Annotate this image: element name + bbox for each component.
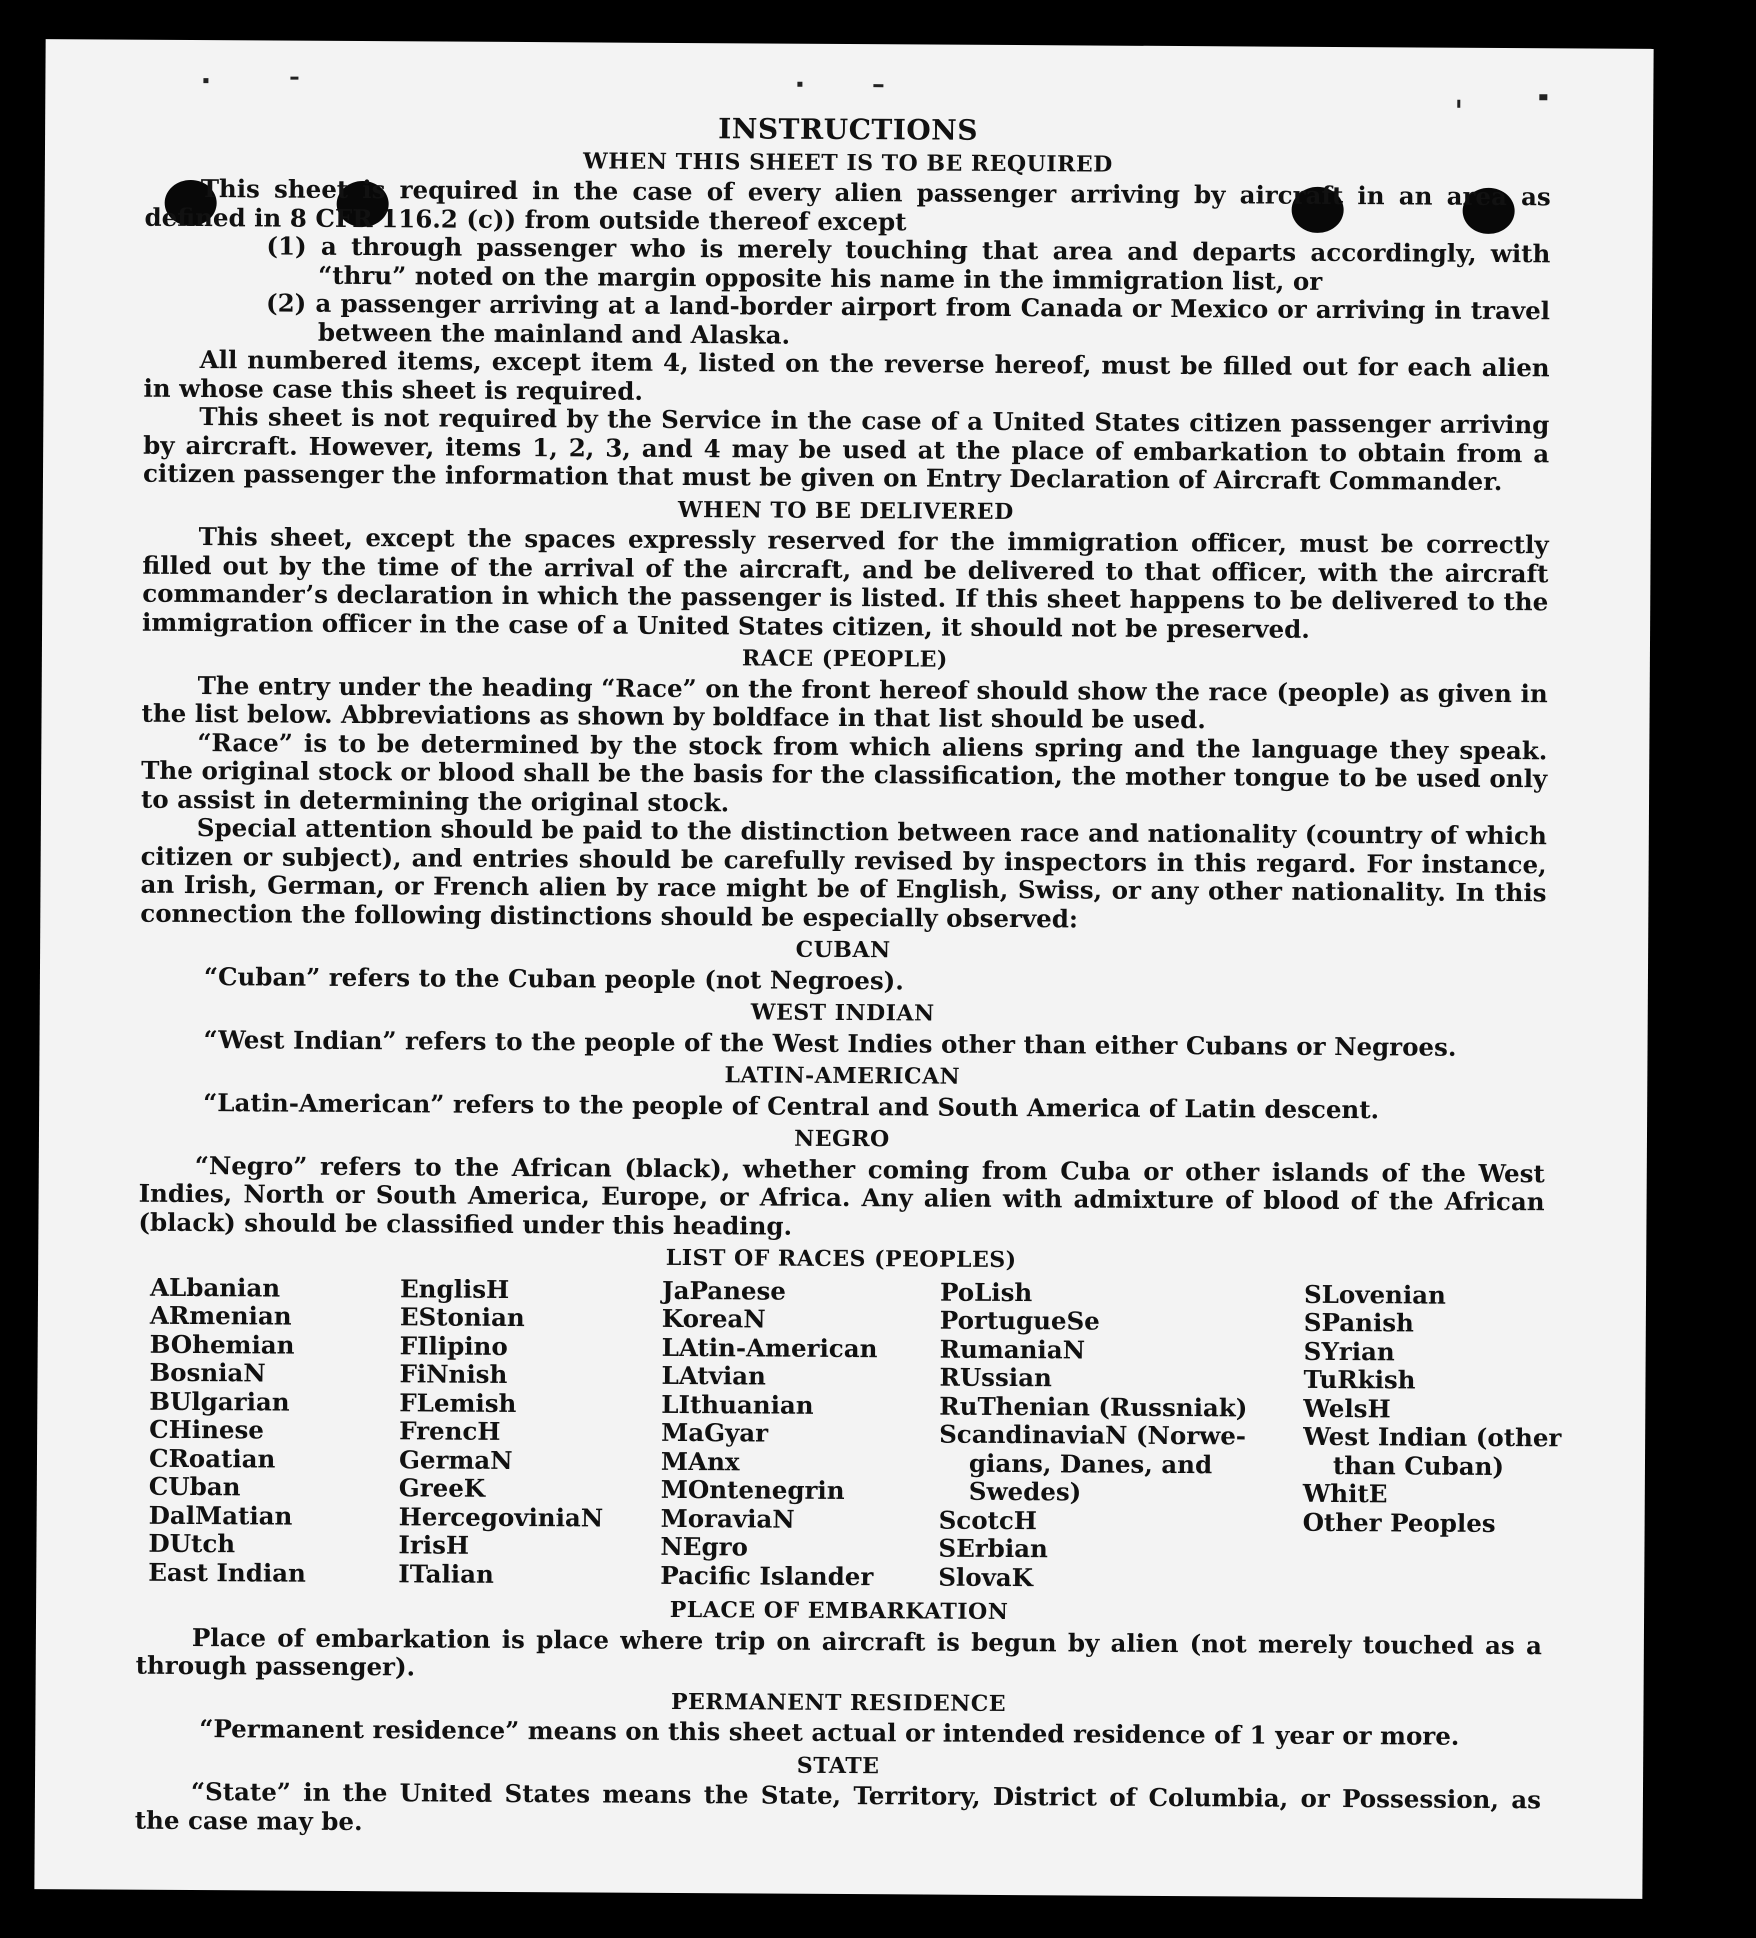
speck (797, 82, 802, 87)
race-item: KoreaN (661, 1303, 766, 1334)
race-item: IrisH (398, 1530, 470, 1560)
paragraph: “Cuban” refers to the Cuban people (not Negroes). (203, 961, 904, 995)
section-heading: RACE (PEOPLE) (741, 645, 948, 673)
race-item: CRoatian (148, 1443, 276, 1474)
races-column (1302, 1279, 1562, 1595)
paragraph: “Negro” refers to the African (black), whether coming from Cuba or other islands of the West Indies, North or South America, Europe, or Africa. Any alien with admixture of blood of the African (black) should be classified under this heading. (138, 1150, 1545, 1241)
race-item: ITalian (398, 1558, 494, 1589)
race-item: GermaN (398, 1444, 513, 1475)
race-item: Other Peoples (1302, 1507, 1496, 1538)
section-heading: WEST INDIAN (750, 999, 935, 1027)
race-item: East Indian (148, 1557, 306, 1588)
paragraph: Place of embarkation is place where trip on aircraft is begun by alien (not merely touched as a through passenger). (135, 1622, 1542, 1682)
speck (1539, 94, 1547, 100)
race-item: PortugueSe (939, 1305, 1100, 1336)
race-item: EStonian (399, 1302, 525, 1333)
race-item: ScandinaviaN (Norwe- (939, 1419, 1247, 1451)
paragraph: “Latin-American” refers to the people of Central and South America of Latin descent. (203, 1087, 1380, 1124)
race-item: SPanish (1303, 1307, 1414, 1338)
races-column (938, 1278, 1304, 1594)
race-item: ScotcH (938, 1505, 1038, 1535)
race-item: FLemish (399, 1387, 517, 1418)
race-item: ALbanian (149, 1272, 281, 1303)
paragraph: “Permanent residence” means on this sheet actual or intended residence of 1 year or more. (199, 1714, 1460, 1751)
section-heading: STATE (796, 1752, 880, 1779)
race-item: West Indian (other (1303, 1421, 1562, 1453)
race-item: FIlipino (399, 1330, 508, 1361)
race-item: EnglisH (399, 1273, 510, 1304)
race-item: than Cuban) (1332, 1450, 1505, 1481)
paragraph: This sheet, except the spaces expressly reserved for the immigration officer, must be correctly filled out by the time of the arrival of the aircraft, and be delivered to that officer, with the aircraft commander’s declaration in which the passenger is listed. If this sheet happens to be delivered to the immigration officer in the case of a United States citizen, it should not be preserved. (142, 522, 1549, 644)
race-item: CUban (148, 1471, 241, 1502)
section-heading: LIST OF RACES (PEOPLES) (665, 1244, 1017, 1274)
race-item: JaPanese (661, 1275, 787, 1306)
race-item: MoraviaN (660, 1503, 795, 1534)
section-heading: WHEN TO BE DELIVERED (677, 496, 1014, 525)
race-item: LIthuanian (661, 1389, 814, 1420)
race-item: BOhemian (149, 1329, 295, 1360)
race-item: Swedes) (968, 1476, 1082, 1507)
race-item: Pacific Islander (660, 1560, 874, 1591)
section-heading: LATIN-AMERICAN (724, 1062, 961, 1090)
list-item: (2) a passenger arriving at a land-border airport from Canada or Mexico or arriving in travel between the mainland and Alaska. (265, 288, 1551, 350)
instructions-body (134, 112, 1562, 1844)
speck (873, 84, 883, 87)
speck (290, 77, 298, 80)
section-heading: PERMANENT RESIDENCE (670, 1688, 1007, 1717)
race-item: RUssian (939, 1362, 1052, 1393)
paragraph: “State” in the United States means the State, Territory, District of Columbia, or Possession, as the case may be. (134, 1777, 1542, 1836)
list-item: (1) a through passenger who is merely touching that area and departs accordingly, with “thru” noted on the margin opposite his name in the immigration list, or (266, 231, 1551, 296)
race-item: SYrian (1303, 1336, 1395, 1366)
paragraph: This sheet is not required by the Service in the case of a United States citizen passenger arriving by aircraft. However, items 1, 2, 3, and 4 may be used at the place of embarkation to obtain from a citizen passenger the information that must be given on Entry Declaration of Aircraft Commander. (142, 402, 1550, 497)
race-item: MAnx (660, 1446, 740, 1476)
race-item: LAtin-American (661, 1332, 878, 1363)
race-item: SlovaK (938, 1562, 1034, 1592)
race-item: GreeK (398, 1473, 486, 1503)
paragraph: “Race” is to be determined by the stock from which aliens spring and the language they speak. The original stock or blood shall be the basis for the classification, the mother tongue to be used only to assist in determining the original stock. (140, 727, 1548, 817)
races-column (148, 1273, 400, 1588)
section-heading: CUBAN (795, 936, 891, 964)
document-sheet (34, 39, 1653, 1899)
race-item: HercegoviniaN (398, 1501, 604, 1533)
race-item: BUlgarian (149, 1386, 290, 1417)
race-item: gians, Danes, and (968, 1448, 1213, 1479)
race-item: BosniaN (149, 1357, 266, 1388)
page-title: INSTRUCTIONS (718, 112, 979, 147)
section-heading: WHEN THIS SHEET IS TO BE REQUIRED (583, 147, 1113, 178)
race-item: WelsH (1303, 1393, 1391, 1423)
race-item: LAtvian (661, 1360, 766, 1391)
paragraph: All numbered items, except item 4, listed on the reverse hereof, must be filled out for each alien in whose case this sheet is required. (143, 345, 1550, 406)
paragraph: This sheet is required in the case of every alien passenger arriving by aircraft in an area as defined in 8 CFR 116.2 (c)) from outside thereof except (144, 174, 1551, 236)
races-column (398, 1275, 662, 1590)
paragraph: Special attention should be paid to the distinction between race and nationality (country of which citizen or subject), and entries should be carefully revised by inspectors in this regard. For instance, an Irish, German, or French alien by race might be of English, Swiss, or any other nationality. In this connection the following distinctions should be especially observed: (140, 813, 1547, 933)
speck (1457, 100, 1460, 108)
race-item: SLovenian (1303, 1279, 1447, 1310)
race-item: FrencH (399, 1416, 501, 1446)
race-item: ARmenian (149, 1300, 292, 1331)
race-item: WhitE (1302, 1478, 1388, 1509)
race-item: RumaniaN (939, 1334, 1086, 1364)
race-item: MOntenegrin (660, 1474, 845, 1506)
speck (203, 78, 208, 83)
section-heading: NEGRO (794, 1125, 890, 1153)
section-heading: PLACE OF EMBARKATION (669, 1596, 1009, 1626)
paragraph: The entry under the heading “Race” on the front hereof should show the race (people) as given in the list below. Abbreviations as shown by boldface in that list should be used. (141, 670, 1548, 735)
race-item: RuThenian (Russniak) (939, 1391, 1248, 1422)
paragraph: “West Indian” refers to the people of the West Indies other than either Cubans or Negroes. (203, 1024, 1457, 1062)
race-item: FiNnish (399, 1359, 508, 1389)
race-item: NEgro (660, 1531, 749, 1562)
race-item: PoLish (939, 1277, 1033, 1307)
race-item: MaGyar (661, 1417, 769, 1448)
race-item: SErbian (938, 1533, 1048, 1564)
race-item: DUtch (148, 1528, 236, 1559)
race-item: TuRkish (1303, 1364, 1416, 1395)
race-item: CHinese (149, 1414, 265, 1445)
races-column (660, 1276, 940, 1591)
races-list (148, 1272, 1562, 1595)
race-item: DalMatian (148, 1500, 293, 1531)
